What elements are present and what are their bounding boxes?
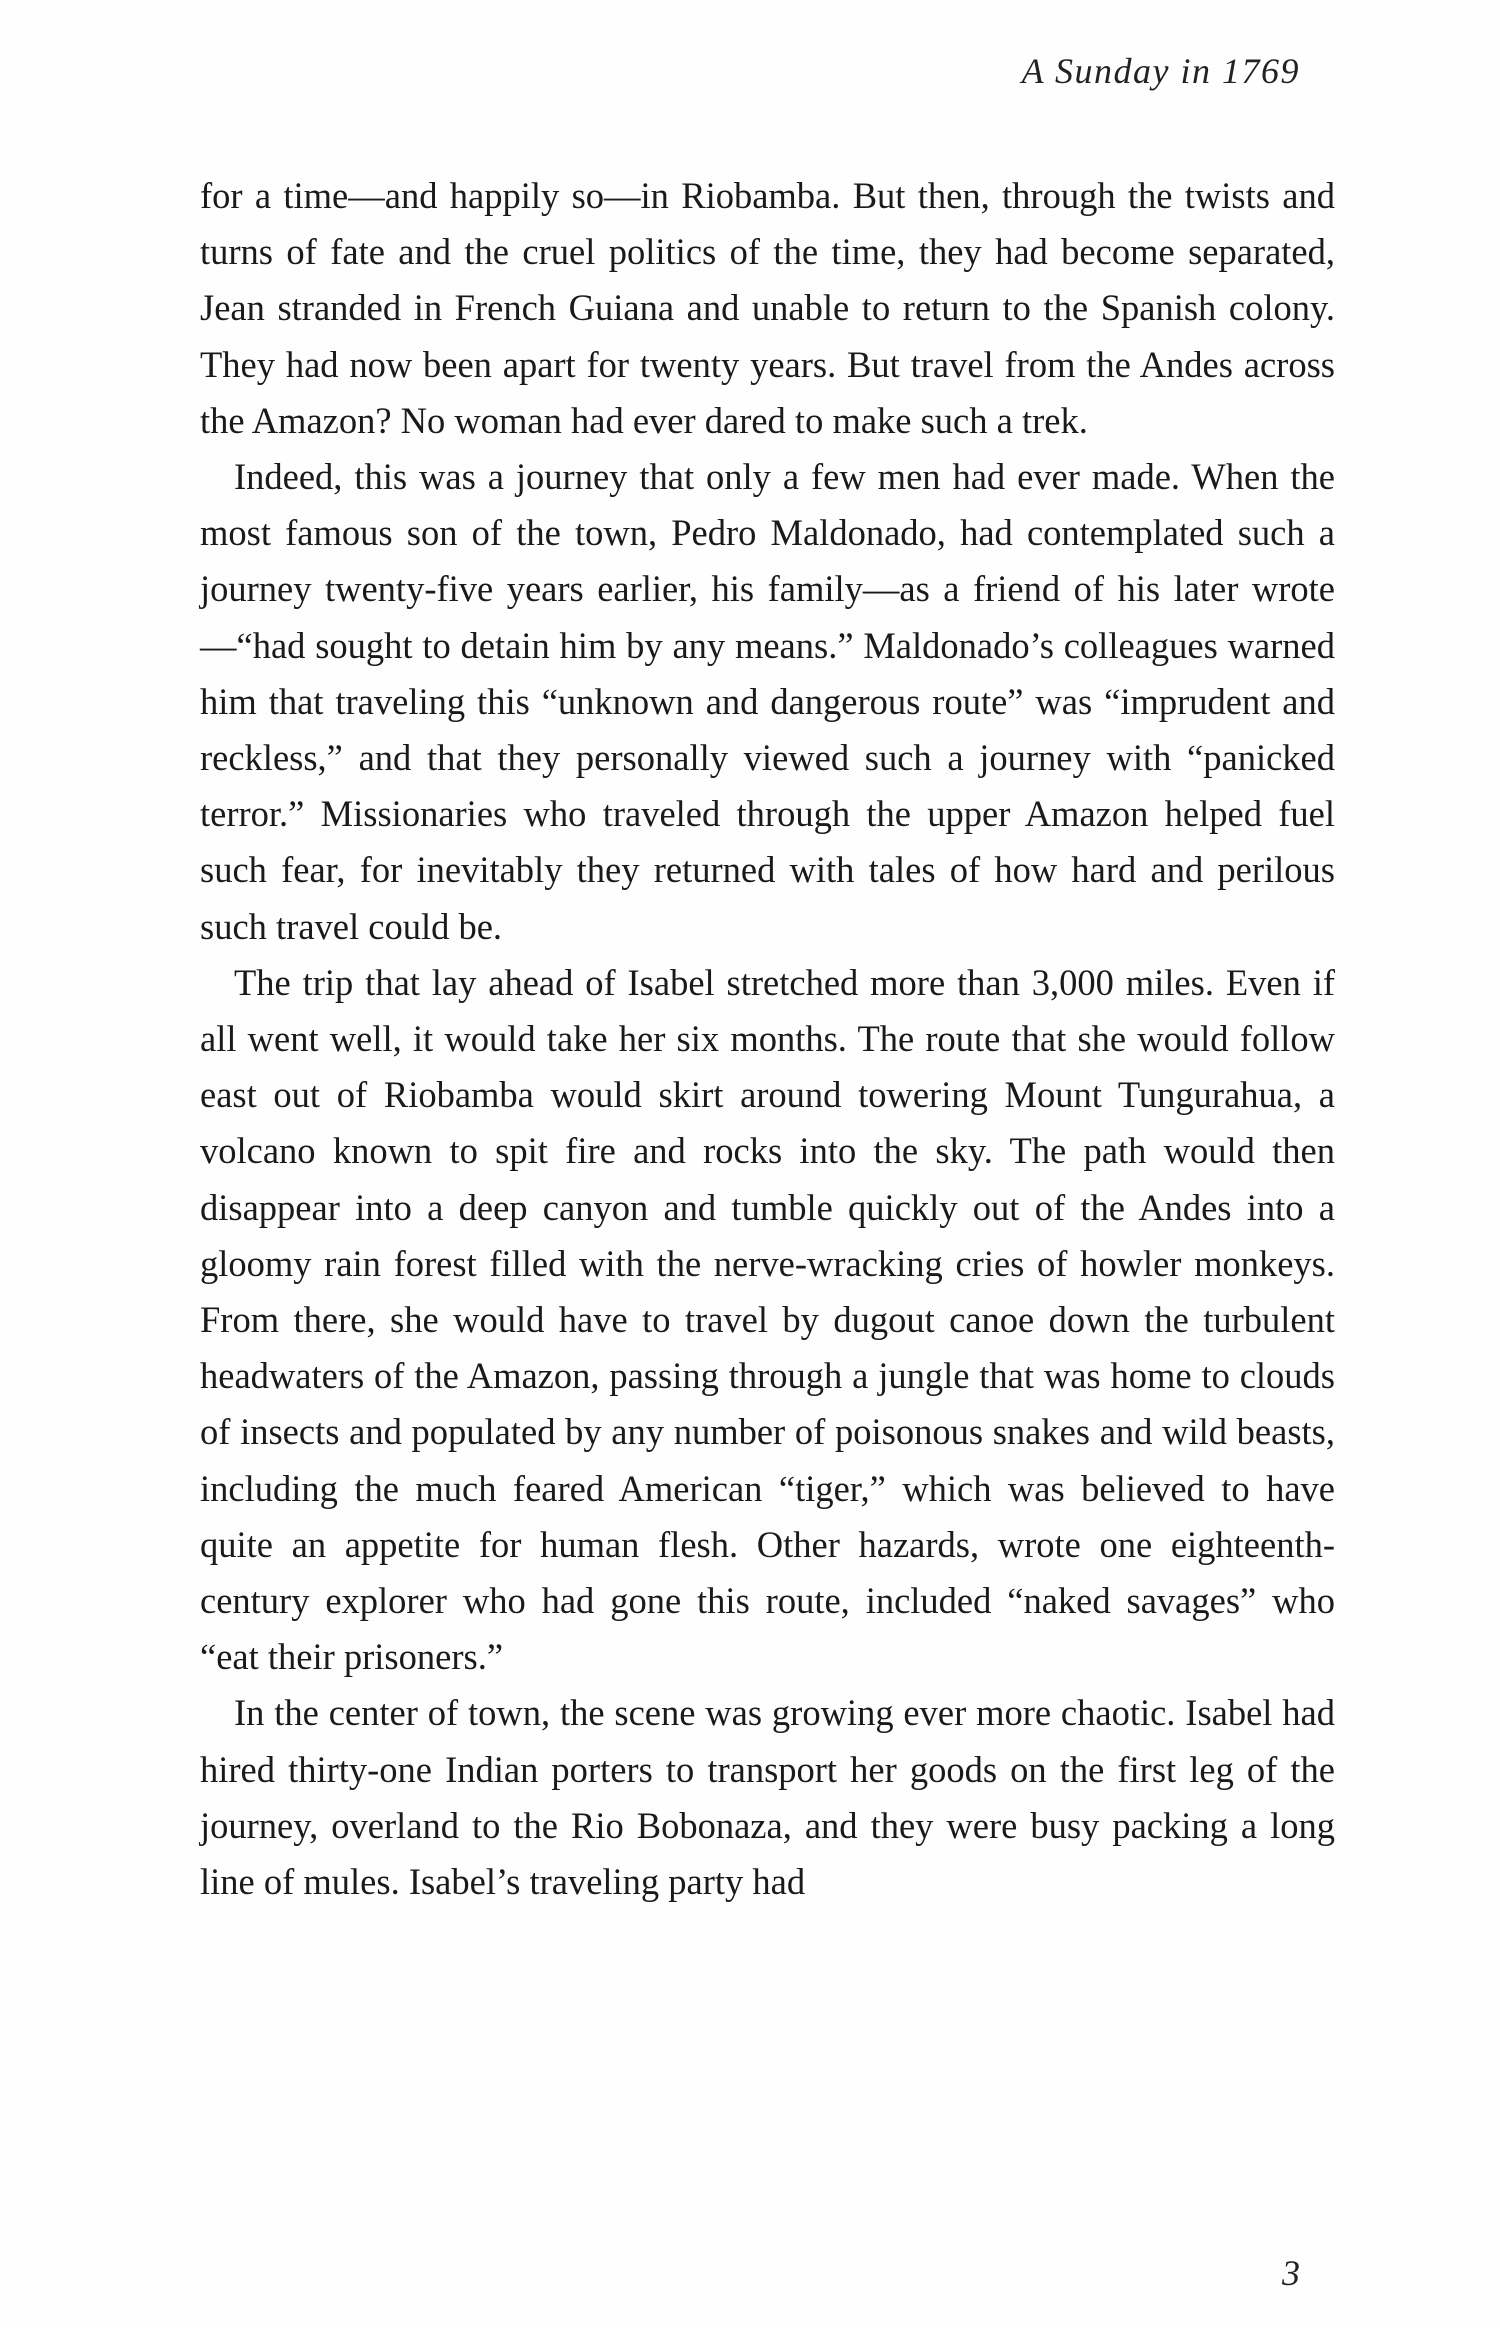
running-head: A Sunday in 1769 [1021, 51, 1300, 91]
paragraph-town-center: In the center of town, the scene was growing ever more chaotic. Isabel had hired thirty-one Indian porters to transport her goods on the first leg of the journey, overland to the Rio Bobonaza, and they were busy packing a long line of mules. Isabel’s traveling party had [200, 1692, 1335, 1903]
body-text [200, 168, 1335, 1910]
paragraph-maldonado: Indeed, this was a journey that only a few men had ever made. When the most famous son of the town, Pedro Maldonado, had contemplated such a journey twenty-five years earlier, his family—as a friend of his later wrote—“had sought to detain him by any means.” Maldonado’s colleagues warned him that traveling this “unknown and dangerous route” was “imprudent and reckless,” and that they personally viewed such a journey with “panicked terror.” Missionaries who traveled through the upper Amazon helped fuel such fear, for inevitably they returned with tales of how hard and perilous such travel could be. [200, 456, 1335, 947]
paragraph-trip-route: The trip that lay ahead of Isabel stretched more than 3,000 miles. Even if all went well, it would take her six months. The route that she would follow east out of Riobamba would skirt around towering Mount Tungurahua, a volcano known to spit fire and rocks into the sky. The path would then disappear into a deep canyon and tumble quickly out of the Andes into a gloomy rain forest filled with the nerve-wracking cries of howler monkeys. From there, she would have to travel by dugout canoe down the turbulent headwaters of the Amazon, passing through a jungle that was home to clouds of insects and populated by any number of poisonous snakes and wild beasts, including the much feared American “tiger,” which was believed to have quite an appetite for human flesh. Other hazards, wrote one eighteenth-century explorer who had gone this route, included “naked savages” who “eat their prisoners.” [200, 961, 1335, 1678]
page-number: 3 [1282, 2253, 1300, 2293]
paragraph-continued: for a time—and happily so—in Riobamba. But then, through the twists and turns of fate and the cruel politics of the time, they had become separated, Jean stranded in French Guiana and unable to return to the Spanish colony. They had now been apart for twenty years. But travel from the Andes across the Amazon? No woman had ever dared to make such a trek. [200, 175, 1335, 441]
